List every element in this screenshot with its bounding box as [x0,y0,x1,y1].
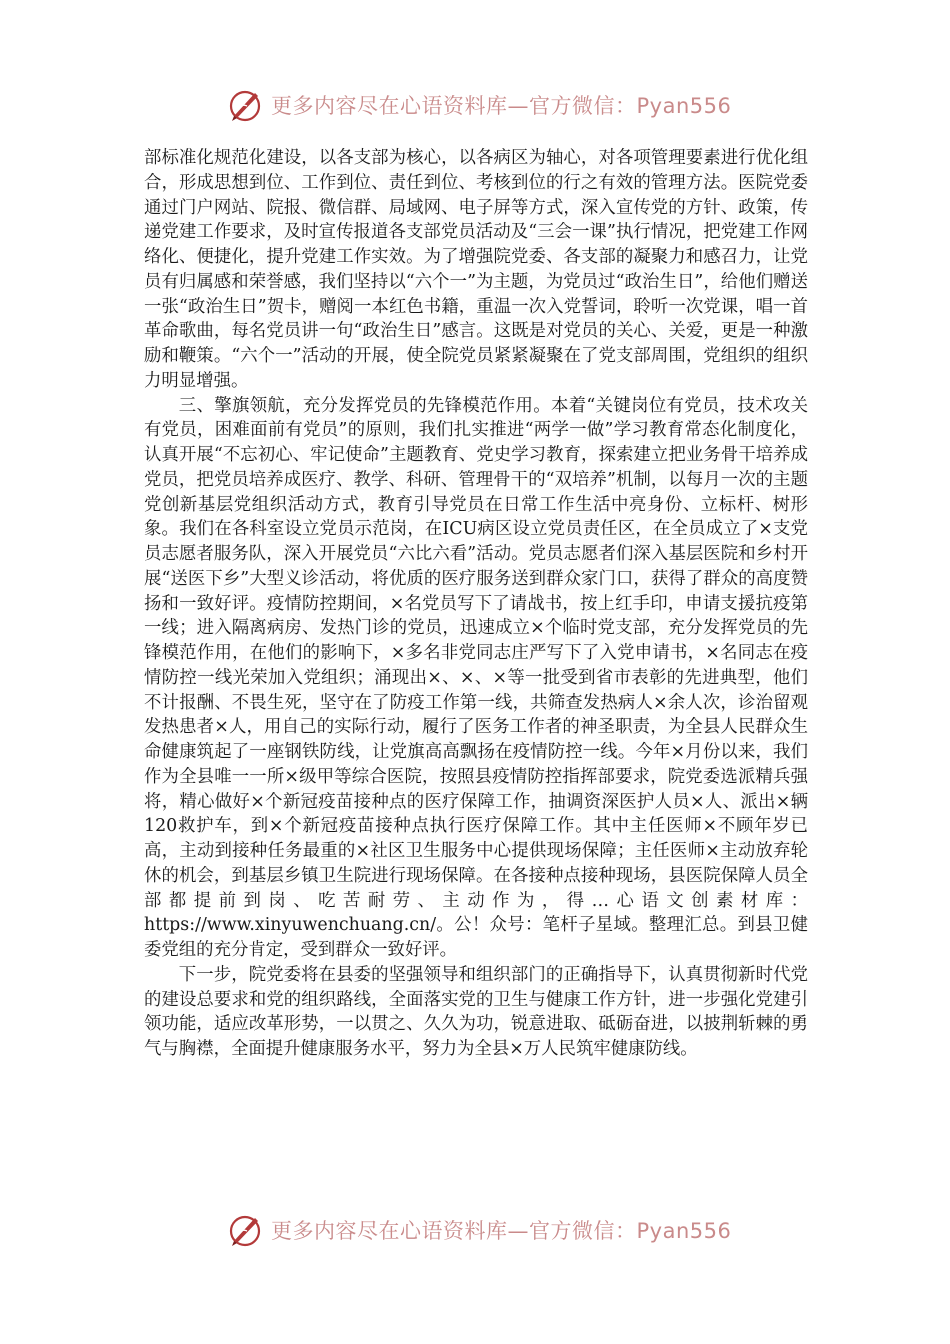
pen-logo-icon [225,1210,265,1250]
footer-watermark-banner [225,1208,731,1252]
footer-watermark-text: 更多内容尽在心语资料库—官方微信：Pyan556 [271,1219,732,1243]
header-watermark-text: 更多内容尽在心语资料库—官方微信：Pyan556 [271,94,732,118]
paragraph-1: 部标准化规范化建设，以各支部为核心，以各病区为轴心，对各项管理要素进行优化组合，形成思想到位、工作到位、责任到位、考核到位的行之有效的管理方法。医院党委通过门户网站、院报、微信群、局域网、电子屏等方式，深入宣传党的方针、政策，传递党建工作要求，及时宣传报道各支部党员活动及“三会一课”执行情况，把党建工作网络化、便捷化，提升党建工作实效。为了增强院党委、各支部的凝聚力和感召力，让党员有归属感和荣誉感，我们坚持以“六个一”为主题，为党员过“政治生日”，给他们赠送一张“政治生日”贺卡，赠阅一本红色书籍，重温一次入党誓词，聆听一次党课，唱一首革命歌曲，每名党员讲一句“政治生日”感言。这既是对党员的关心、关爱，更是一种激励和鞭策。“六个一”活动的开展，使全院党员紧紧凝聚在了党支部周围，党组织的组织力明显增强。 [144,148,808,391]
paragraph-3: 下一步，院党委将在县委的坚强领导和组织部门的正确指导下，认真贯彻新时代党的建设总要求和党的组织路线，全面落实党的卫生与健康工作方针，进一步强化党建引领功能，适应改革形势，一以贯之、久久为功，锐意进取、砥砺奋进，以披荆斩棘的勇气与胸襟，全面提升健康服务水平，努力为全县×万人民筑牢健康防线。 [144,964,808,1059]
document-body [144,146,808,1062]
pen-logo-icon [225,85,265,125]
header-watermark-banner [225,83,731,127]
paragraph-2: 三、擎旗领航，充分发挥党员的先锋模范作用。本着“关键岗位有党员，技术攻关有党员，困难面前有党员”的原则，我们扎实推进“两学一做”学习教育常态化制度化，认真开展“不忘初心、牢记使命”主题教育、党史学习教育，探索建立把业务骨干培养成党员，把党员培养成医疗、教学、科研、管理骨干的“双培养”机制，以每月一次的主题党创新基层党组织活动方式，教育引导党员在日常工作生活中亮身份、立标杆、树形象。我们在各科室设立党员示范岗，在ICU病区设立党员责任区，在全员成立了×支党员志愿者服务队，深入开展党员“六比六看”活动。党员志愿者们深入基层医院和乡村开展“送医下乡”大型义诊活动，将优质的医疗服务送到群众家门口，获得了群众的高度赞扬和一致好评。疫情防控期间，×名党员写下了请战书，按上红手印，申请支援抗疫第一线；进入隔离病房、发热门诊的党员，迅速成立×个临时党支部，充分发挥党员的先锋模范作用，在他们的影响下，×多名非党同志庄严写下了入党申请书，×名同志在疫情防控一线光荣加入党组织；涌现出×、×、×等一批受到省市表彰的先进典型，他们不计报酬、不畏生死，坚守在了防疫工作第一线，共筛查发热病人×余人次，诊治留观发热患者×人，用自己的实际行动，履行了医务工作者的神圣职责，为全县人民群众生命健康筑起了一座钢铁防线，让党旗高高飘扬在疫情防控一线。今年×月份以来，我们作为全县唯一一所×级甲等综合医院，按照县疫情防控指挥部要求，院党委选派精兵强将，精心做好×个新冠疫苗接种点的医疗保障工作，抽调资深医护人员×人、派出×辆120救护车，到×个新冠疫苗接种点执行医疗保障工作。其中主任医师×不顾年岁已高，主动到接种任务最重的×社区卫生服务中心提供现场保障；主任医师×主动放弃轮休的机会，到基层乡镇卫生院进行现场保障。在各接种点接种现场，县医院保障人员全部都提前到岗、吃苦耐劳、主动作为，得…心语文创素材库：https://www.xinyuwenchuang.cn/。公！众号：笔杆子星域。整理汇总。到县卫健委党组的充分肯定，受到群众一致好评。 [144,395,808,960]
